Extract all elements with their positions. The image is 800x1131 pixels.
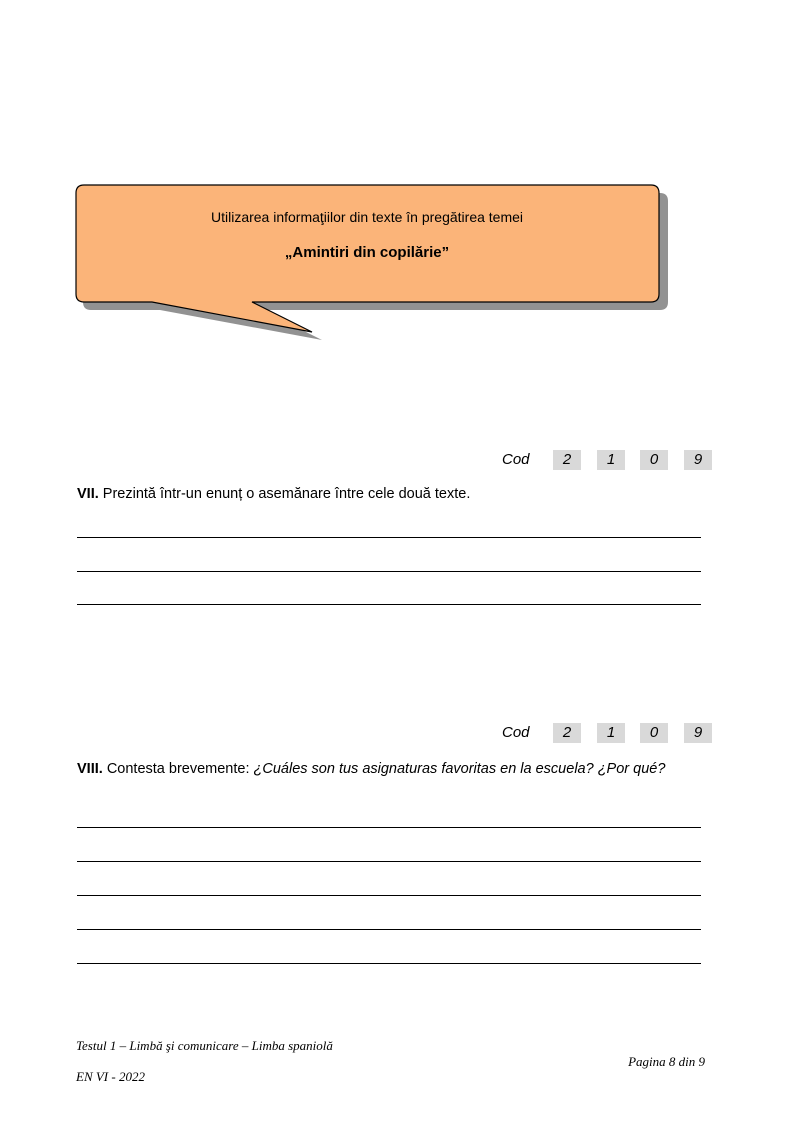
question-vii	[77, 486, 470, 502]
cod-label: Cod	[502, 451, 530, 468]
answer-line[interactable]	[77, 827, 701, 828]
question-number: VIII.	[77, 761, 103, 777]
cod-digit: 9	[684, 723, 712, 743]
callout-bubble	[0, 0, 800, 360]
answer-line[interactable]	[77, 963, 701, 964]
callout-bubble-shape	[0, 0, 800, 360]
question-text: Contesta brevemente:	[102, 761, 254, 777]
cod-row-viii	[0, 723, 800, 745]
answer-line[interactable]	[77, 604, 701, 605]
footer-page-number: Pagina 8 din 9	[628, 1054, 705, 1069]
answer-line[interactable]	[77, 861, 701, 862]
cod-digit: 1	[597, 723, 625, 743]
answer-line[interactable]	[77, 929, 701, 930]
callout-theme-title: „Amintiri din copilărie”	[284, 244, 450, 261]
answer-line[interactable]	[77, 537, 701, 538]
cod-digit: 2	[553, 450, 581, 470]
callout-subtitle: Utilizarea informaţiilor din texte în pregătirea temei	[210, 209, 524, 225]
answer-line[interactable]	[77, 571, 701, 572]
cod-digit: 0	[640, 450, 668, 470]
answer-line[interactable]	[77, 895, 701, 896]
cod-label: Cod	[502, 724, 530, 741]
question-viii	[77, 761, 665, 777]
footer-test-title: Testul 1 – Limbă şi comunicare – Limba spaniolă	[76, 1038, 333, 1053]
cod-digit: 9	[684, 450, 712, 470]
cod-row-vii	[0, 450, 800, 472]
footer-exam-label: EN VI - 2022	[76, 1069, 145, 1084]
question-text: Prezintă într-un enunț o asemănare între cele două texte.	[98, 486, 471, 502]
cod-digit: 2	[553, 723, 581, 743]
question-spanish-text: ¿Cuáles son tus asignaturas favoritas en la escuela? ¿Por qué?	[253, 761, 666, 777]
cod-digit: 1	[597, 450, 625, 470]
question-number: VII.	[77, 486, 99, 502]
cod-digit: 0	[640, 723, 668, 743]
